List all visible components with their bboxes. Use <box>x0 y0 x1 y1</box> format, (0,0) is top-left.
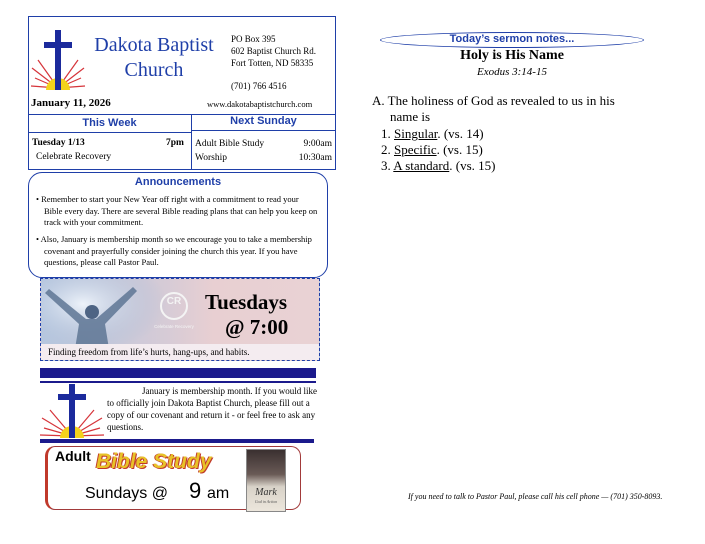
sermon-point-a-line: name is <box>390 109 431 124</box>
next-sunday-time: 9:00am <box>303 139 332 149</box>
announcement-item: • Also, January is membership month so we encourage you to take a membership covenant and prayerfully consider joining the church this year. If you have questions, please call Pastor Paul. <box>36 234 312 267</box>
schedule-divider <box>191 130 336 131</box>
cross-sunburst-icon <box>40 384 104 440</box>
address-line: PO Box 395 <box>231 34 276 44</box>
sermon-point-a <box>372 93 652 125</box>
sermon-reference: Exodus 3:14-15 <box>477 66 547 78</box>
subpoint-number: 1. <box>381 126 391 141</box>
subpoint-ref: . (vs. 15) <box>436 142 483 157</box>
next-sunday-row <box>195 139 332 149</box>
this-week-day: Tuesday 1/13 <box>32 138 85 148</box>
sermon-subpoint <box>381 158 495 174</box>
next-sunday-event: Worship <box>195 153 227 163</box>
next-sunday-event: Adult Bible Study <box>195 139 265 149</box>
divider-line <box>40 439 314 443</box>
church-address <box>231 33 316 69</box>
sermon-subpoint <box>381 142 483 158</box>
church-name: Dakota Baptist Church <box>94 34 214 81</box>
membership-text: January is membership month. If you would like to officially join Dakota Baptist Church, please fill out a copy of our covenant and return it - or feel free to ask any questions. <box>107 386 317 432</box>
this-week-time: 7pm <box>166 138 184 148</box>
address-line: 602 Baptist Church Rd. <box>231 46 316 56</box>
subpoint-word: A standard <box>393 158 450 173</box>
bible-study-am: am <box>207 485 230 502</box>
church-phone: (701) 766 4516 <box>231 81 287 91</box>
next-sunday-row <box>195 153 332 163</box>
divider-line <box>40 381 316 383</box>
subpoint-word: Singular <box>394 126 438 141</box>
sermon-title: Holy is His Name <box>460 48 564 63</box>
book-title: Mark <box>255 487 277 498</box>
announcement-text: Remember to start your New Year off right with a commitment to read your Bible every day. There are several Bible reading plans that can help you keep on track with your commitment. <box>41 194 318 227</box>
announcement-text: Also, January is membership month so we encourage you to take a membership covenant and prayerfully consider joining the church this year. If you have questions, please call Pastor Paul. <box>40 234 312 267</box>
church-website[interactable]: www.dakotabaptistchurch.com <box>207 99 313 109</box>
pastor-contact-note: If you need to talk to Pastor Paul, please call his cell phone — (701) 350-8093. <box>408 492 663 501</box>
subpoint-word: Specific <box>394 142 437 157</box>
banner-headline-time: @ 7:00 <box>225 315 289 339</box>
book-subtitle: God in Action <box>254 499 278 504</box>
next-sunday-heading: Next Sunday <box>230 115 297 127</box>
bulletin-date: January 11, 2026 <box>31 97 111 109</box>
logo-caption: Celebrate Recovery <box>154 324 194 329</box>
sermon-notes-label: Today’s sermon notes... <box>449 33 575 45</box>
bible-study-title: Bible Study <box>96 450 212 473</box>
subpoint-ref: . (vs. 14) <box>437 126 484 141</box>
subpoint-ref: . (vs. 15) <box>449 158 496 173</box>
schedule-divider <box>28 132 192 133</box>
next-sunday-time: 10:30am <box>298 153 332 163</box>
sermon-point-a-line: A. The holiness of God as revealed to us in his <box>372 93 615 108</box>
this-week-heading: This Week <box>82 117 137 129</box>
cross-sunburst-logo <box>30 28 86 94</box>
banner-headline-day: Tuesdays <box>205 290 288 314</box>
bible-study-sundays: Sundays @ <box>85 485 168 502</box>
sermon-subpoint <box>381 126 484 142</box>
announcements-heading: Announcements <box>134 176 222 188</box>
announcement-item: • Remember to start your New Year off right with a commitment to read your Bible every day. There are several Bible reading plans that can help you keep on track with your commitment. <box>36 194 318 227</box>
divider-bar <box>40 368 316 378</box>
subpoint-number: 3. <box>381 158 391 173</box>
this-week-event: Celebrate Recovery <box>36 152 112 162</box>
banner-tagline: Finding freedom from life’s hurts, hang-ups, and habits. <box>48 347 250 357</box>
logo-letters: CR <box>166 296 182 307</box>
bible-study-adult: Adult <box>55 448 91 464</box>
subpoint-number: 2. <box>381 142 391 157</box>
bible-study-hour: 9 <box>189 478 202 503</box>
address-line: Fort Totten, ND 58335 <box>231 58 314 68</box>
